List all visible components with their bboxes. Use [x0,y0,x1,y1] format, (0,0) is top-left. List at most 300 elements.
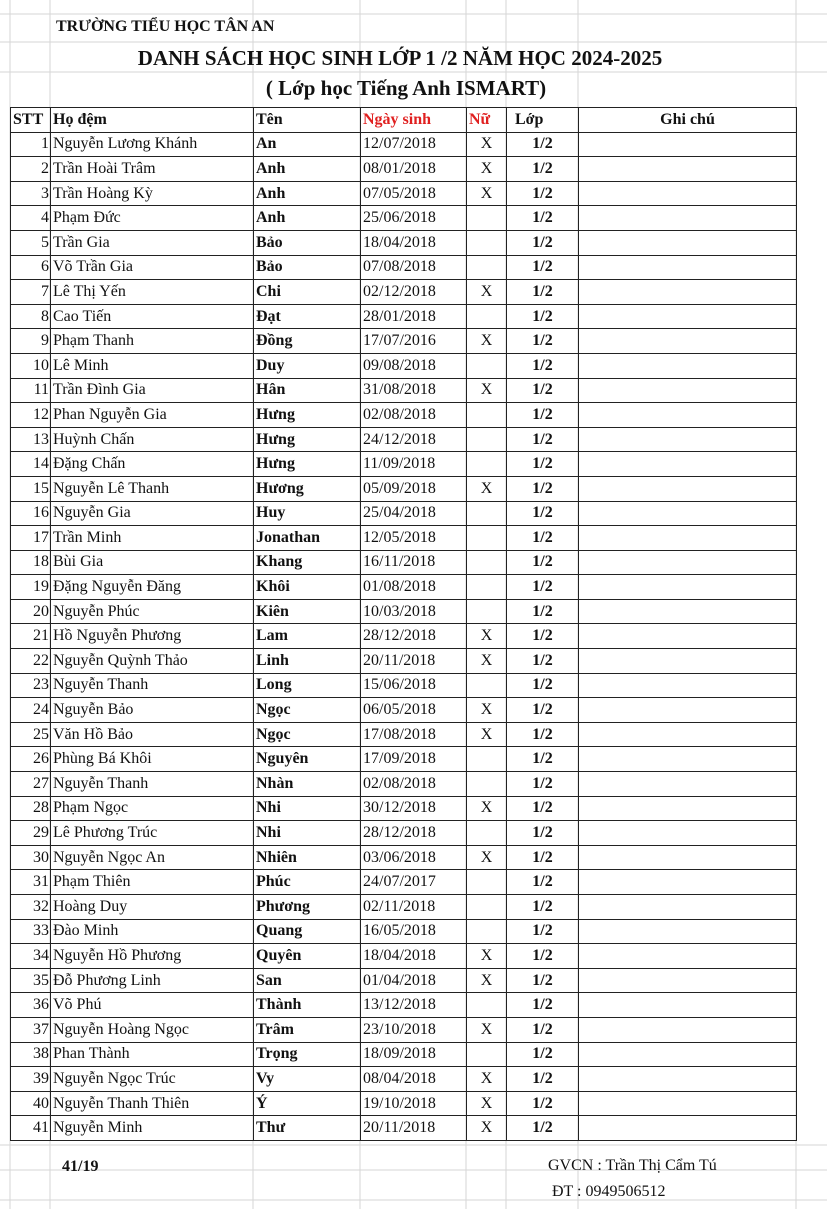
cell-lop: 1/2 [507,353,579,378]
cell-ten: Nhiên [254,845,361,870]
cell-lop: 1/2 [507,747,579,772]
cell-ghi-chu [579,550,797,575]
cell-ghi-chu [579,157,797,182]
cell-stt: 3 [11,181,51,206]
cell-ngay-sinh: 24/12/2018 [361,427,467,452]
cell-ghi-chu [579,845,797,870]
cell-lop: 1/2 [507,206,579,231]
cell-ten: Hưng [254,427,361,452]
cell-ngay-sinh: 18/09/2018 [361,1042,467,1067]
table-row [11,845,797,870]
cell-ho-dem: Huỳnh Chấn [51,427,254,452]
cell-stt: 21 [11,624,51,649]
table-row [11,895,797,920]
cell-lop: 1/2 [507,845,579,870]
cell-ngay-sinh: 18/04/2018 [361,944,467,969]
cell-stt: 18 [11,550,51,575]
cell-ho-dem: Cao Tiến [51,304,254,329]
cell-nu: X [467,944,507,969]
cell-lop: 1/2 [507,649,579,674]
cell-lop: 1/2 [507,673,579,698]
cell-nu [467,575,507,600]
cell-ghi-chu [579,624,797,649]
cell-ten: Anh [254,181,361,206]
cell-ghi-chu [579,1042,797,1067]
table-row [11,772,797,797]
cell-ten: Ngọc [254,698,361,723]
cell-ngay-sinh: 19/10/2018 [361,1091,467,1116]
cell-ten: Vy [254,1067,361,1092]
cell-nu: X [467,1116,507,1141]
table-row [11,968,797,993]
cell-stt: 26 [11,747,51,772]
cell-ngay-sinh: 25/04/2018 [361,501,467,526]
cell-nu: X [467,378,507,403]
cell-ten: Chi [254,280,361,305]
cell-stt: 29 [11,821,51,846]
cell-nu [467,353,507,378]
cell-ho-dem: Trần Hoài Trâm [51,157,254,182]
cell-ngay-sinh: 09/08/2018 [361,353,467,378]
table-row [11,1091,797,1116]
cell-nu [467,895,507,920]
cell-ghi-chu [579,575,797,600]
cell-stt: 28 [11,796,51,821]
cell-lop: 1/2 [507,722,579,747]
cell-ngay-sinh: 25/06/2018 [361,206,467,231]
cell-nu: X [467,1017,507,1042]
cell-ghi-chu [579,796,797,821]
cell-ho-dem: Lê Minh [51,353,254,378]
cell-nu [467,304,507,329]
cell-ho-dem: Phùng Bá Khôi [51,747,254,772]
cell-lop: 1/2 [507,378,579,403]
cell-ngay-sinh: 15/06/2018 [361,673,467,698]
cell-ngay-sinh: 12/07/2018 [361,132,467,157]
cell-ghi-chu [579,329,797,354]
cell-ho-dem: Lê Thị Yến [51,280,254,305]
cell-ghi-chu [579,944,797,969]
cell-ghi-chu [579,476,797,501]
cell-nu [467,870,507,895]
cell-nu [467,427,507,452]
cell-stt: 40 [11,1091,51,1116]
cell-ghi-chu [579,230,797,255]
cell-ho-dem: Trần Đình Gia [51,378,254,403]
cell-ho-dem: Nguyễn Phúc [51,599,254,624]
cell-ngay-sinh: 02/11/2018 [361,895,467,920]
cell-ghi-chu [579,673,797,698]
cell-ten: Trọng [254,1042,361,1067]
col-header-lop: Lớp [507,108,579,133]
cell-ghi-chu [579,821,797,846]
cell-ghi-chu [579,599,797,624]
cell-lop: 1/2 [507,403,579,428]
cell-ngay-sinh: 16/11/2018 [361,550,467,575]
cell-ghi-chu [579,353,797,378]
cell-nu: X [467,329,507,354]
cell-stt: 32 [11,895,51,920]
cell-ngay-sinh: 17/07/2016 [361,329,467,354]
cell-ghi-chu [579,772,797,797]
cell-ghi-chu [579,501,797,526]
table-row [11,1017,797,1042]
cell-ho-dem: Phạm Đức [51,206,254,231]
cell-ho-dem: Phạm Thiên [51,870,254,895]
cell-ngay-sinh: 18/04/2018 [361,230,467,255]
cell-ho-dem: Nguyễn Bảo [51,698,254,723]
cell-nu [467,673,507,698]
cell-lop: 1/2 [507,821,579,846]
cell-lop: 1/2 [507,895,579,920]
student-table [10,107,797,1141]
cell-ho-dem: Hồ Nguyễn Phương [51,624,254,649]
cell-stt: 39 [11,1067,51,1092]
cell-nu: X [467,280,507,305]
cell-ngay-sinh: 28/01/2018 [361,304,467,329]
cell-nu [467,821,507,846]
table-row [11,550,797,575]
table-row [11,1067,797,1092]
cell-ngay-sinh: 12/05/2018 [361,526,467,551]
cell-ho-dem: Hoàng Duy [51,895,254,920]
cell-ghi-chu [579,1067,797,1092]
cell-stt: 34 [11,944,51,969]
cell-lop: 1/2 [507,132,579,157]
student-count: 41/19 [62,1158,99,1175]
table-header-row [11,108,797,133]
table-row [11,476,797,501]
cell-ho-dem: Nguyễn Thanh [51,673,254,698]
cell-stt: 23 [11,673,51,698]
cell-ngay-sinh: 02/08/2018 [361,772,467,797]
cell-stt: 13 [11,427,51,452]
cell-stt: 20 [11,599,51,624]
col-header-ho-dem: Họ đệm [51,108,254,133]
cell-ho-dem: Võ Phú [51,993,254,1018]
col-header-stt: STT [11,108,51,133]
cell-ten: Duy [254,353,361,378]
cell-ghi-chu [579,255,797,280]
cell-ghi-chu [579,1091,797,1116]
cell-ghi-chu [579,919,797,944]
table-row [11,993,797,1018]
cell-nu [467,526,507,551]
cell-ho-dem: Võ Trần Gia [51,255,254,280]
cell-stt: 31 [11,870,51,895]
table-row [11,919,797,944]
table-row [11,255,797,280]
cell-ngay-sinh: 07/05/2018 [361,181,467,206]
cell-ho-dem: Nguyễn Lê Thanh [51,476,254,501]
cell-ngay-sinh: 30/12/2018 [361,796,467,821]
cell-lop: 1/2 [507,919,579,944]
cell-ngay-sinh: 03/06/2018 [361,845,467,870]
cell-stt: 24 [11,698,51,723]
cell-ten: Lam [254,624,361,649]
cell-ngay-sinh: 31/08/2018 [361,378,467,403]
col-header-nu: Nữ [467,108,507,133]
cell-ten: Long [254,673,361,698]
cell-ten: Đồng [254,329,361,354]
cell-ho-dem: Nguyễn Quỳnh Thảo [51,649,254,674]
cell-ten: Bảo [254,230,361,255]
cell-lop: 1/2 [507,1017,579,1042]
cell-nu: X [467,796,507,821]
cell-lop: 1/2 [507,550,579,575]
table-row [11,501,797,526]
cell-nu: X [467,1091,507,1116]
cell-ngay-sinh: 02/08/2018 [361,403,467,428]
cell-ho-dem: Văn Hồ Bảo [51,722,254,747]
cell-stt: 1 [11,132,51,157]
cell-ho-dem: Bùi Gia [51,550,254,575]
cell-ten: Thư [254,1116,361,1141]
teacher-phone: ĐT : 0949506512 [552,1183,666,1200]
cell-ngay-sinh: 07/08/2018 [361,255,467,280]
cell-lop: 1/2 [507,181,579,206]
cell-stt: 25 [11,722,51,747]
cell-ghi-chu [579,698,797,723]
cell-nu: X [467,698,507,723]
table-row [11,698,797,723]
cell-stt: 10 [11,353,51,378]
cell-ghi-chu [579,181,797,206]
cell-ho-dem: Nguyễn Thanh Thiên [51,1091,254,1116]
cell-ten: Huy [254,501,361,526]
cell-ten: Khôi [254,575,361,600]
cell-ten: Nguyên [254,747,361,772]
cell-ghi-chu [579,1116,797,1141]
cell-ghi-chu [579,747,797,772]
cell-lop: 1/2 [507,157,579,182]
table-row [11,452,797,477]
cell-stt: 36 [11,993,51,1018]
cell-stt: 35 [11,968,51,993]
cell-nu [467,550,507,575]
cell-ten: Anh [254,157,361,182]
cell-nu [467,747,507,772]
cell-ngay-sinh: 08/01/2018 [361,157,467,182]
cell-stt: 33 [11,919,51,944]
col-header-ten: Tên [254,108,361,133]
cell-ten: Đạt [254,304,361,329]
cell-ten: Ngọc [254,722,361,747]
cell-ho-dem: Đào Minh [51,919,254,944]
table-row [11,722,797,747]
cell-ten: Linh [254,649,361,674]
cell-ghi-chu [579,452,797,477]
cell-lop: 1/2 [507,329,579,354]
cell-ho-dem: Nguyễn Hồ Phương [51,944,254,969]
cell-lop: 1/2 [507,599,579,624]
cell-ho-dem: Phan Nguyễn Gia [51,403,254,428]
table-row [11,206,797,231]
cell-ngay-sinh: 01/04/2018 [361,968,467,993]
table-row [11,1042,797,1067]
cell-ngay-sinh: 28/12/2018 [361,821,467,846]
cell-lop: 1/2 [507,476,579,501]
cell-ho-dem: Nguyễn Thanh [51,772,254,797]
cell-stt: 27 [11,772,51,797]
cell-ghi-chu [579,280,797,305]
cell-ten: Kiên [254,599,361,624]
cell-stt: 22 [11,649,51,674]
cell-ngay-sinh: 05/09/2018 [361,476,467,501]
cell-nu: X [467,1067,507,1092]
cell-ho-dem: Đặng Chấn [51,452,254,477]
cell-ghi-chu [579,132,797,157]
cell-ten: Nhi [254,821,361,846]
table-row [11,304,797,329]
cell-nu: X [467,845,507,870]
cell-stt: 16 [11,501,51,526]
cell-ngay-sinh: 11/09/2018 [361,452,467,477]
cell-ten: Hưng [254,452,361,477]
cell-ghi-chu [579,403,797,428]
table-row [11,599,797,624]
cell-nu [467,1042,507,1067]
cell-nu [467,599,507,624]
table-row [11,353,797,378]
cell-ghi-chu [579,993,797,1018]
cell-stt: 8 [11,304,51,329]
cell-stt: 7 [11,280,51,305]
cell-stt: 38 [11,1042,51,1067]
cell-ngay-sinh: 23/10/2018 [361,1017,467,1042]
cell-ten: Trâm [254,1017,361,1042]
cell-nu [467,919,507,944]
cell-ngay-sinh: 16/05/2018 [361,919,467,944]
cell-nu: X [467,132,507,157]
cell-nu [467,772,507,797]
cell-nu [467,501,507,526]
cell-ho-dem: Lê Phương Trúc [51,821,254,846]
cell-ten: Jonathan [254,526,361,551]
table-row [11,181,797,206]
cell-stt: 30 [11,845,51,870]
cell-ho-dem: Trần Minh [51,526,254,551]
cell-ghi-chu [579,722,797,747]
teacher-name: GVCN : Trần Thị Cẩm Tú [548,1157,717,1174]
cell-nu: X [467,181,507,206]
cell-ho-dem: Nguyễn Hoàng Ngọc [51,1017,254,1042]
school-name: TRƯỜNG TIỂU HỌC TÂN AN [56,18,275,35]
table-row [11,378,797,403]
cell-ngay-sinh: 28/12/2018 [361,624,467,649]
cell-lop: 1/2 [507,452,579,477]
cell-lop: 1/2 [507,1091,579,1116]
table-row [11,747,797,772]
cell-ghi-chu [579,649,797,674]
cell-nu [467,403,507,428]
table-row [11,649,797,674]
cell-lop: 1/2 [507,796,579,821]
cell-ten: Hưng [254,403,361,428]
cell-ngay-sinh: 17/08/2018 [361,722,467,747]
cell-stt: 6 [11,255,51,280]
cell-ho-dem: Nguyễn Lương Khánh [51,132,254,157]
table-row [11,673,797,698]
cell-nu: X [467,624,507,649]
cell-ten: Ý [254,1091,361,1116]
cell-ngay-sinh: 20/11/2018 [361,649,467,674]
cell-ten: Quang [254,919,361,944]
cell-ngay-sinh: 06/05/2018 [361,698,467,723]
cell-ten: Nhàn [254,772,361,797]
cell-ghi-chu [579,968,797,993]
cell-ghi-chu [579,895,797,920]
cell-lop: 1/2 [507,968,579,993]
cell-nu: X [467,157,507,182]
cell-ho-dem: Nguyễn Minh [51,1116,254,1141]
cell-lop: 1/2 [507,870,579,895]
cell-nu [467,206,507,231]
cell-ten: Anh [254,206,361,231]
page-title: DANH SÁCH HỌC SINH LỚP 1 /2 NĂM HỌC 2024-2025 [137,46,663,70]
cell-stt: 4 [11,206,51,231]
page-subtitle: ( Lớp học Tiếng Anh ISMART) [265,76,547,100]
cell-ten: Thành [254,993,361,1018]
table-row [11,157,797,182]
cell-ghi-chu [579,1017,797,1042]
table-row [11,624,797,649]
cell-nu: X [467,476,507,501]
table-row [11,575,797,600]
cell-ten: Hương [254,476,361,501]
cell-lop: 1/2 [507,993,579,1018]
cell-nu [467,255,507,280]
cell-stt: 37 [11,1017,51,1042]
cell-ten: Khang [254,550,361,575]
cell-stt: 9 [11,329,51,354]
cell-ngay-sinh: 24/07/2017 [361,870,467,895]
cell-stt: 14 [11,452,51,477]
cell-stt: 19 [11,575,51,600]
cell-ho-dem: Phạm Ngọc [51,796,254,821]
cell-ho-dem: Trần Hoàng Kỳ [51,181,254,206]
cell-ho-dem: Nguyễn Gia [51,501,254,526]
table-row [11,821,797,846]
cell-ten: San [254,968,361,993]
cell-stt: 11 [11,378,51,403]
cell-ten: Quyên [254,944,361,969]
cell-lop: 1/2 [507,1116,579,1141]
table-row [11,280,797,305]
cell-ngay-sinh: 01/08/2018 [361,575,467,600]
table-row [11,403,797,428]
cell-ngay-sinh: 20/11/2018 [361,1116,467,1141]
cell-ngay-sinh: 02/12/2018 [361,280,467,305]
cell-ho-dem: Nguyễn Ngọc Trúc [51,1067,254,1092]
cell-ghi-chu [579,378,797,403]
cell-ghi-chu [579,870,797,895]
cell-lop: 1/2 [507,304,579,329]
cell-ho-dem: Đỗ Phương Linh [51,968,254,993]
table-row [11,230,797,255]
cell-ho-dem: Nguyễn Ngọc An [51,845,254,870]
table-row [11,1116,797,1141]
cell-ten: Hân [254,378,361,403]
table-row [11,526,797,551]
cell-lop: 1/2 [507,526,579,551]
cell-lop: 1/2 [507,230,579,255]
cell-ngay-sinh: 17/09/2018 [361,747,467,772]
cell-ten: An [254,132,361,157]
cell-ten: Phương [254,895,361,920]
cell-ngay-sinh: 08/04/2018 [361,1067,467,1092]
cell-nu: X [467,968,507,993]
